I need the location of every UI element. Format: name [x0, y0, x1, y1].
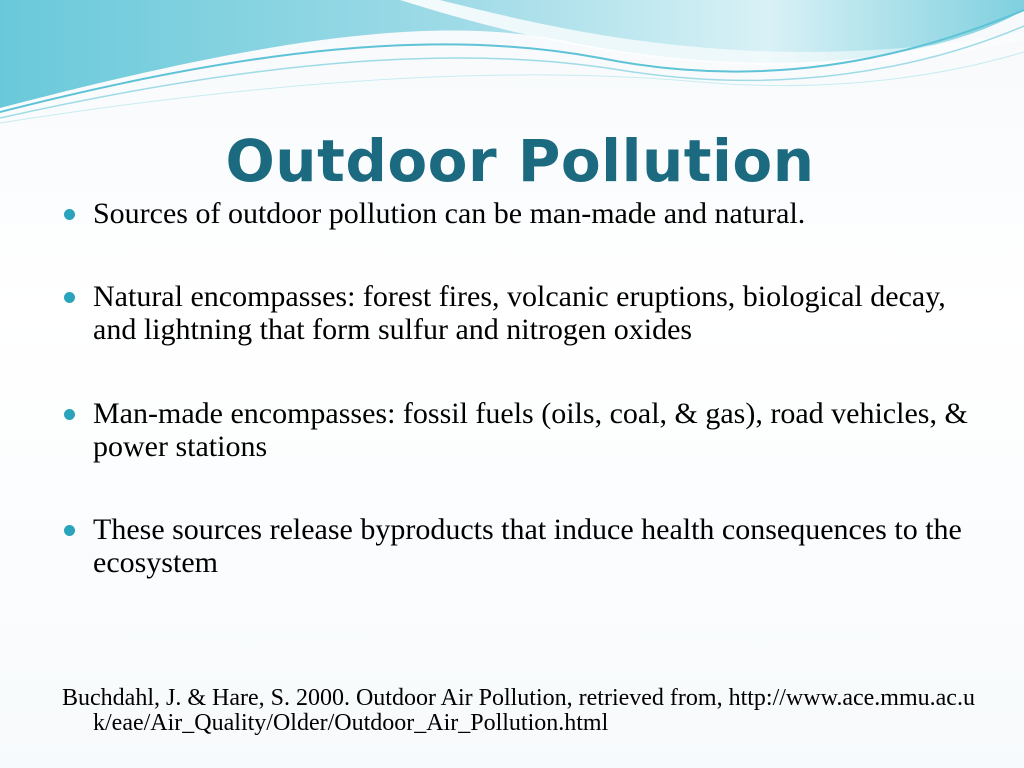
- bullet-list: [60, 197, 980, 579]
- bullet-dot-icon: [64, 525, 75, 536]
- bullet-item: [60, 513, 980, 579]
- bullet-text: These sources release byproducts that induce health consequences to the ecosystem: [93, 513, 962, 579]
- bullet-item: [60, 397, 980, 463]
- bullet-text: Man-made encompasses: fossil fuels (oils, coal, & gas), road vehicles, & power stations: [93, 397, 968, 463]
- bullet-dot-icon: [64, 409, 75, 420]
- bullet-dot-icon: [64, 209, 75, 220]
- slide-title: Outdoor Pollution: [225, 127, 815, 195]
- bullet-text: Sources of outdoor pollution can be man-made and natural.: [93, 197, 806, 230]
- citation: Buchdahl, J. & Hare, S. 2000. Outdoor Air Pollution, retrieved from, http://www.ace.mmu.ac.uk/eae/Air_Quality/Older/Outdoor_Air_Pollution.html: [62, 685, 975, 736]
- bullet-dot-icon: [64, 292, 75, 303]
- bullet-item: [60, 197, 980, 230]
- bullet-text: Natural encompasses: forest fires, volcanic eruptions, biological decay, and lightning that form sulfur and nitrogen oxides: [93, 280, 946, 346]
- decorative-wave-header: [0, 0, 1024, 130]
- bullet-item: [60, 280, 980, 346]
